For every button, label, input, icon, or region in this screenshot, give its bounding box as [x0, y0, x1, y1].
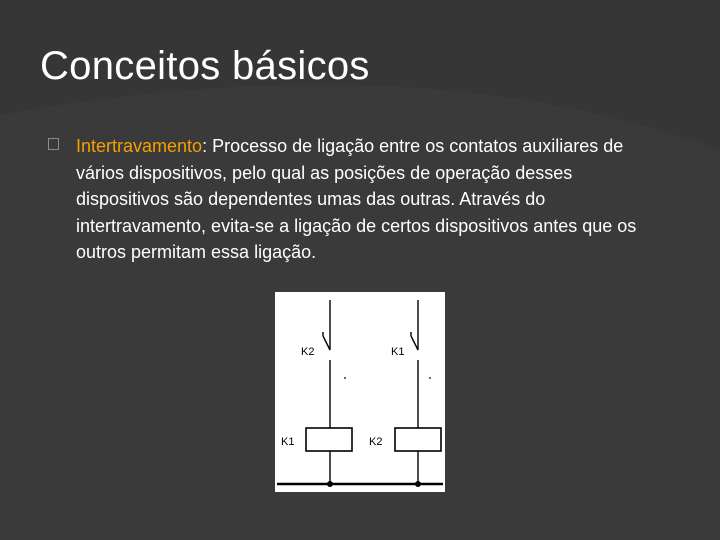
right-contact-blade [411, 336, 418, 350]
bullet-text [76, 133, 648, 266]
contact-left-label: K2 [301, 346, 315, 358]
right-junction-dot [415, 481, 421, 487]
coil-right-label: K2 [369, 436, 383, 448]
contact-right-label: K1 [391, 346, 405, 358]
slide-title: Conceitos básicos [40, 44, 370, 88]
left-coil [306, 428, 352, 451]
bullet-term: Intertravamento [76, 136, 203, 156]
coil-left-label: K1 [281, 436, 295, 448]
square-bullet-icon [48, 138, 59, 150]
interlock-circuit-diagram [275, 292, 445, 492]
right-coil [395, 428, 441, 451]
bullet-description: : Processo de ligação entre os contatos auxiliares de vários dispositivos, pelo qual as posições de operação desses dispositivos são dependentes umas das outras. Através do intertravamento, evita-se a ligação de certos dispositivos antes que os outros permitam essa ligação. [76, 136, 637, 262]
left-junction-dot [327, 481, 333, 487]
left-contact-blade [323, 336, 330, 350]
